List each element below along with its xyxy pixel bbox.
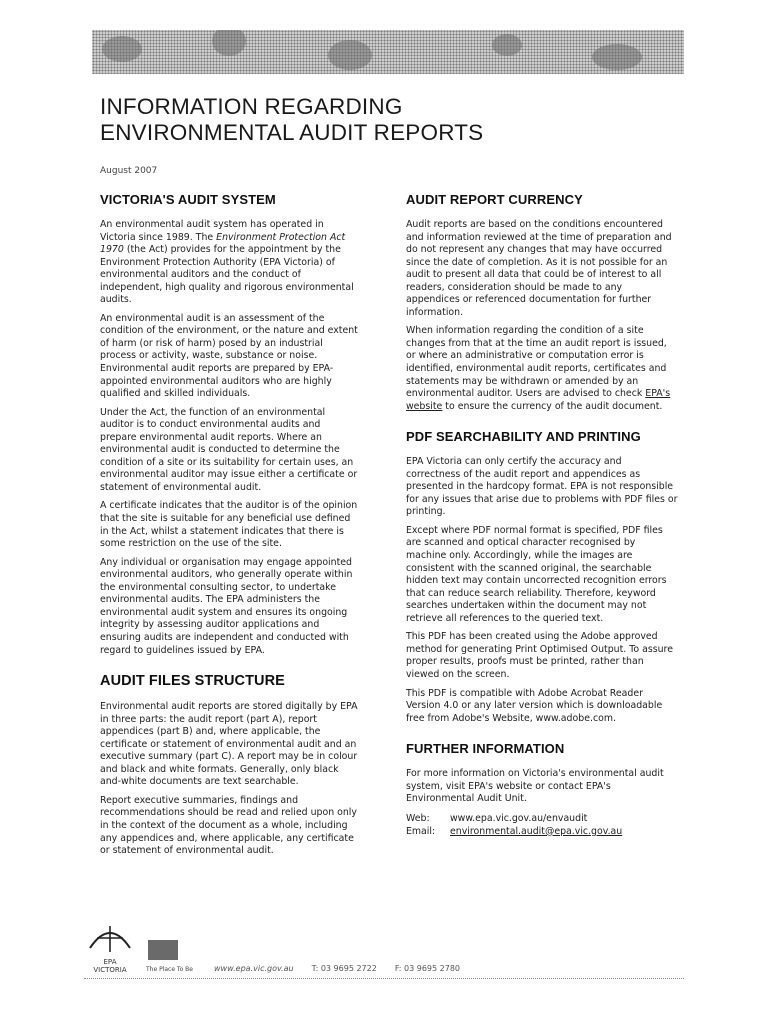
audit-system-p1-end: (the Act) provides for the appointment by the Environment Protection Authority (EPA Victoria) of environmental auditors and the conduct of independent, high quality and rigorous environmental audits. (100, 244, 354, 306)
page-title (100, 94, 483, 146)
left-column (100, 192, 358, 864)
epa-emblem-icon (85, 920, 135, 954)
email-label: Email: (406, 825, 436, 837)
currency-p2-start: When information regarding the condition of a site changes from that at the time an audit report is issued, or where an administrative or computation error is identified, environmental audit reports, certificates and statements may be withdrawn or amended by an environmental auditor. Users are advised to check (406, 325, 667, 400)
pdf-paragraph-2: Except where PDF normal format is specified, PDF files are scanned and optical character recognised by machine only. Accordingly, while the images are consistent with the scanned original, the searchable hidden text may contain uncorrected recognition errors that can reduce search reliability. Therefore, keyword searches undertaken within the document may not retrieve all references to the queried text. (406, 524, 667, 624)
victoria-logo (148, 940, 178, 960)
audit-system-paragraph-3: Under the Act, the function of an environmental auditor is to conduct environmental audits and prepare environmental audit reports. Where an environmental audit is conducted to determine the condition of a site or its suitability for certain uses, an environmental auditor may issue either a certificate or statement of environmental audit. (100, 406, 358, 493)
currency-p2-end: to ensure the currency of the audit document. (442, 400, 663, 412)
audit-system-paragraph-1 (100, 219, 358, 307)
audit-files-paragraph-2: Report executive summaries, findings and recommendations should be read and relied upon only in the context of the document as a whole, including any appendices and, where applicable, any certificate or statement of environmental audit. (100, 794, 357, 857)
section-heading-pdf: PDF SEARCHABILITY AND PRINTING (406, 429, 641, 445)
header-banner-image (92, 30, 684, 74)
epa-logo (85, 920, 135, 974)
footer-website[interactable]: www.epa.vic.gov.au (214, 964, 294, 973)
section-heading-audit-system: VICTORIA'S AUDIT SYSTEM (100, 192, 276, 207)
victoria-tagline: The Place To Be (146, 966, 193, 973)
web-label: Web: (406, 812, 430, 824)
pdf-paragraph-4: This PDF is compatible with Adobe Acrobat Reader Version 4.0 or any later version which is downloadable free from Adobe's Website, www.adobe.com. (406, 687, 663, 724)
publication-date: August 2007 (100, 166, 158, 176)
section-heading-audit-files: AUDIT FILES STRUCTURE (100, 673, 285, 690)
right-column (406, 192, 678, 838)
epa-logo-state: VICTORIA (93, 966, 127, 974)
further-info-paragraph: For more information on Victoria's environmental audit system, visit EPA's website or contact EPA's Environmental Audit Unit. (406, 768, 664, 805)
audit-system-paragraph-5: Any individual or organisation may engage appointed environmental auditors, who generally operate within the environmental consulting sector, to undertake environmental audits. The EPA administers the environmental audit system and ensures its ongoing integrity by assessing auditor applications and ensuring audits are independent and conducted with regard to guidelines issued by EPA. (100, 556, 353, 656)
epa-website-link[interactable]: EPA's website (406, 388, 671, 412)
section-heading-further-info: FURTHER INFORMATION (406, 741, 565, 757)
footer-fax: F: 03 9695 2780 (394, 964, 461, 973)
audit-system-p1-start: An environmental audit system has operated in Victoria since 1989. The (100, 219, 324, 243)
footer-divider (84, 978, 684, 979)
web-link[interactable]: www.epa.vic.gov.au/envaudit (450, 812, 588, 824)
act-name: Environment Protection Act 1970 (100, 231, 346, 256)
title-line-1: INFORMATION REGARDING (100, 94, 403, 119)
audit-files-paragraph-1: Environmental audit reports are stored digitally by EPA in three parts: the audit report (part A), report appendices (part B) and, where applicable, the certificate or statement of environmental audit and an executive summary (part C). A report may be in colour and black and white formats. Generally, only black and-white documents are text searchable. (100, 701, 358, 788)
audit-system-paragraph-4: A certificate indicates that the auditor is of the opinion that the site is suitable for any beneficial use defined in the Act, whilst a statement indicates that there is some restriction on the use of the site. (100, 500, 358, 550)
audit-system-paragraph-2: An environmental audit is an assessment of the condition of the environment, or the nature and extent of harm (or risk of harm) posed by an industrial process or activity, waste, substance or noise. Environmental audit reports are prepared by EPA-appointed environmental auditors who are highly qualified and skilled individuals. (100, 312, 358, 400)
pdf-paragraph-1: EPA Victoria can only certify the accuracy and correctness of the audit report and appendices as presented in the hardcopy format. EPA is not responsible for any issues that arise due to problems with PDF files or printing. (406, 456, 678, 518)
footer-contact (214, 964, 460, 973)
currency-paragraph-1: Audit reports are based on the conditions encountered and information reviewed at the time of preparation and do not represent any changes that may have occurred since the date of completion. As it is not possible for an audit to present all data that could be of interest to all readers, consideration should be made to any appendices or referenced documentation for further information. (406, 219, 672, 318)
pdf-paragraph-3: This PDF has been created using the Adobe approved method for generating Print Optimised Output. To assure proper results, proofs must be printed, rather than viewed on the screen. (406, 631, 673, 680)
epa-logo-name: EPA (103, 958, 117, 966)
title-line-2: ENVIRONMENTAL AUDIT REPORTS (100, 120, 484, 145)
footer-phone: T: 03 9695 2722 (311, 964, 377, 973)
email-link[interactable]: environmental.audit@epa.vic.gov.au (450, 825, 623, 837)
section-heading-report-currency: AUDIT REPORT CURRENCY (406, 192, 583, 207)
contact-web-row (406, 812, 678, 825)
currency-paragraph-2 (406, 325, 678, 413)
contact-email-row (406, 825, 678, 838)
